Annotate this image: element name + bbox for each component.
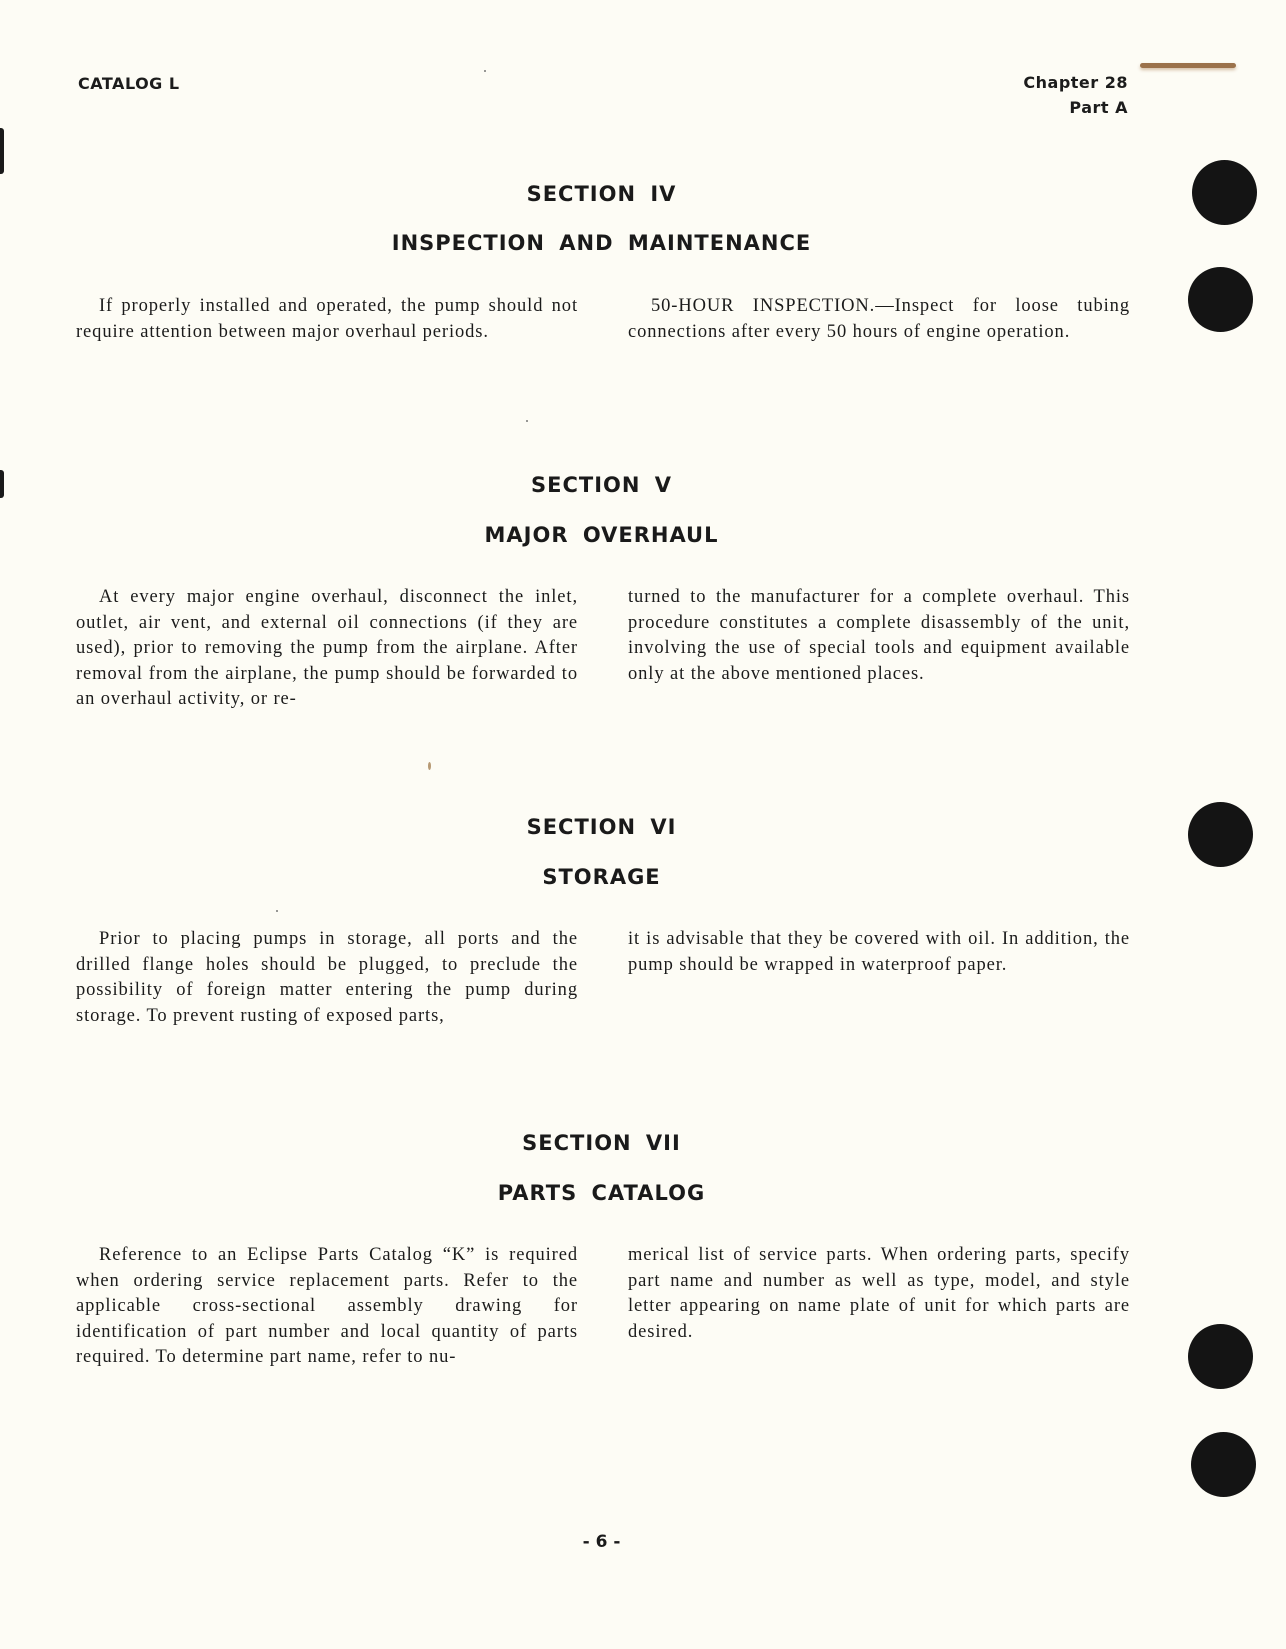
catalog-label: CATALOG L bbox=[78, 74, 180, 93]
section-v-right-paragraph: turned to the manufacturer for a complete overhaul. This procedure constitutes a complete disassembly of the unit, involving the use of special tools and equipment available only at the above mentioned places. bbox=[628, 587, 1130, 684]
section-vii-right-paragraph: merical list of service parts. When ordering parts, specify part name and number as well as type, model, and style letter appearing on name plate of unit for which parts are desired. bbox=[628, 1245, 1130, 1342]
page-number: - 6 - bbox=[582, 1532, 621, 1552]
section-vi-number: SECTION VI bbox=[526, 815, 677, 839]
section-vii-number: SECTION VII bbox=[522, 1131, 681, 1155]
paper-speck bbox=[428, 762, 431, 770]
chapter-label: Chapter 28 bbox=[1023, 73, 1128, 92]
punch-hole-icon bbox=[1188, 267, 1253, 332]
part-label: Part A bbox=[1069, 98, 1128, 117]
section-vii-left-paragraph: Reference to an Eclipse Parts Catalog “K” is required when ordering service replacement parts. Refer to the applicable cross-sectional assembly drawing for identification of part number and local quantity of parts required. To determine part name, refer to nu- bbox=[76, 1245, 578, 1368]
section-iv-title: INSPECTION AND MAINTENANCE bbox=[391, 231, 812, 255]
punch-hole-icon bbox=[1188, 1324, 1253, 1389]
section-v-number: SECTION V bbox=[530, 473, 672, 497]
section-vii-title: PARTS CATALOG bbox=[497, 1181, 706, 1205]
section-iv-right-paragraph: 50-HOUR INSPECTION.—Inspect for loose tubing connections after every 50 hours of engine operation. bbox=[628, 296, 1130, 342]
paper-speck bbox=[526, 420, 528, 422]
section-v-left-paragraph: At every major engine overhaul, disconnect the inlet, outlet, air vent, and external oil connections (if they are used), prior to removing the pump from the airplane. After removal from the airplane, the pump should be forwarded to an overhaul activity, or re- bbox=[76, 587, 578, 710]
section-vi-left-paragraph: Prior to placing pumps in storage, all ports and the drilled flange holes should be plugged, to preclude the possibility of foreign matter entering the pump during storage. To prevent rusting of exposed parts, bbox=[76, 929, 578, 1026]
section-iv-number: SECTION IV bbox=[526, 182, 677, 206]
section-vi-right-paragraph: it is advisable that they be covered with oil. In addition, the pump should be wrapped in waterproof paper. bbox=[628, 929, 1130, 975]
paper-speck bbox=[484, 70, 486, 72]
section-iv-left-paragraph: If properly installed and operated, the pump should not require attention between major overhaul periods. bbox=[76, 296, 578, 342]
chapter-part-label bbox=[1023, 70, 1128, 120]
paper-speck bbox=[276, 910, 278, 912]
ink-stain-mark bbox=[1140, 63, 1236, 68]
section-v-title: MAJOR OVERHAUL bbox=[484, 523, 719, 547]
section-vi-title: STORAGE bbox=[542, 865, 661, 889]
edge-mark bbox=[0, 128, 4, 174]
punch-hole-icon bbox=[1191, 1432, 1256, 1497]
